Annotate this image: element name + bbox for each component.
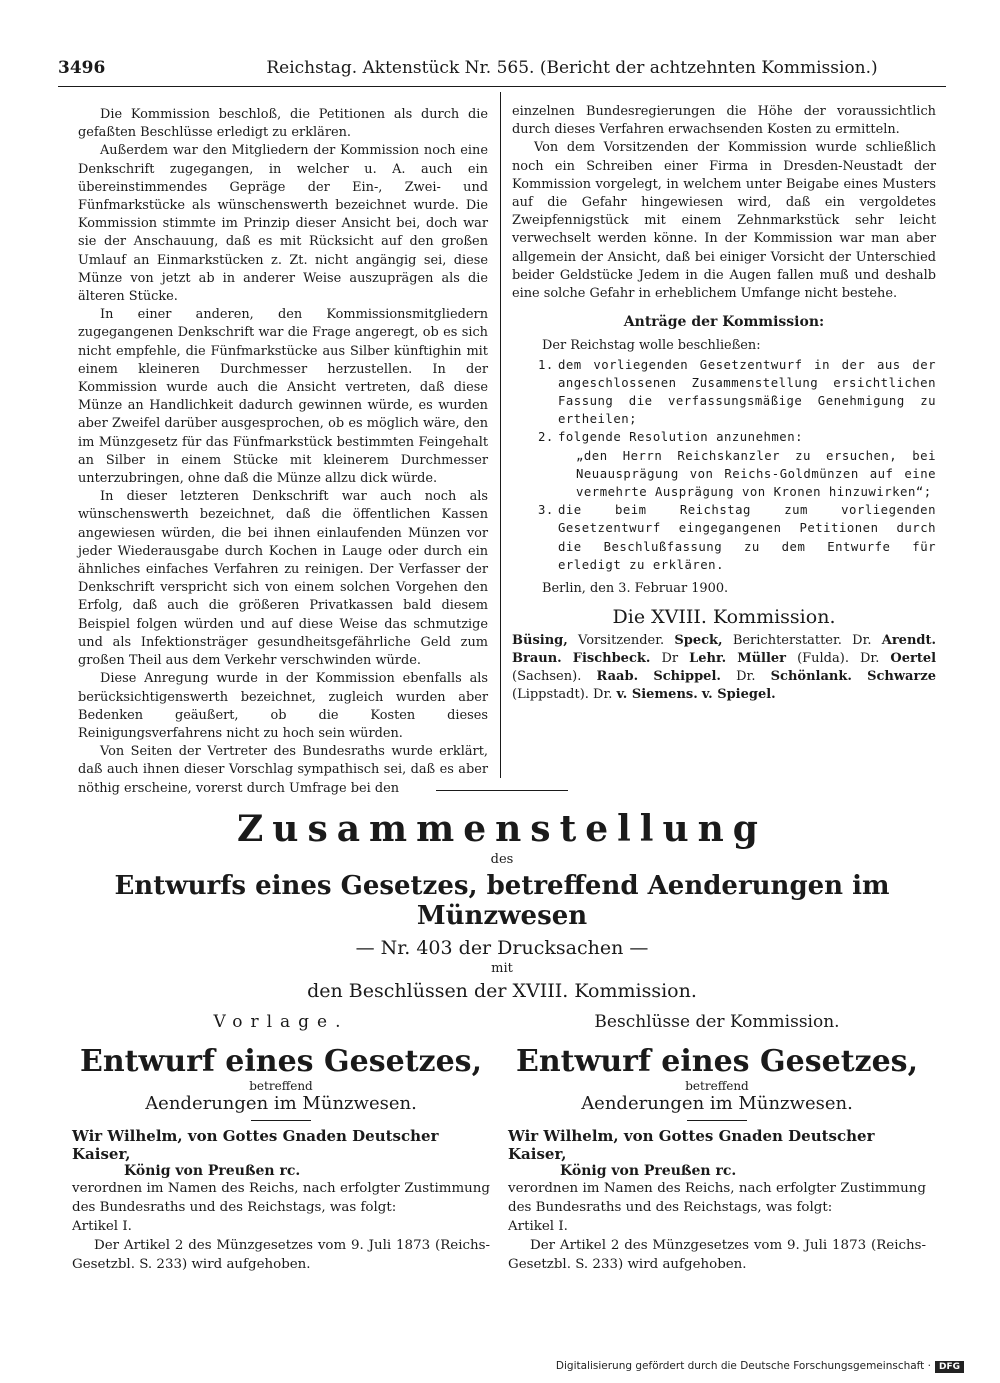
vorlage-rule [251,1120,311,1121]
signature-name: Müller [737,651,787,667]
left-paragraph: Diese Anregung wurde in der Kommission ebenfalls als berücksichtigenswerth bezeichnet, zugleich wurden aber Bedenken geäußert, ob die Kosten dieses Reinigungsverfahrens nicht zu hoch sein würden. [78,671,488,741]
signature-role: Vorsitzender. [578,633,665,649]
beschluesse-artikel: Artikel I. [508,1219,568,1234]
signature-prefix: Dr. [852,633,872,649]
signature-name: Büsing, [512,633,568,649]
signature [512,633,664,648]
vorlage-heading: Vorlage. [213,1012,349,1032]
signature [593,687,698,702]
vorlage-entwurf: Entwurf eines Gesetzes, [79,1044,483,1079]
beschluesse-column [508,1012,926,1274]
footer-text: Digitalisierung gefördert durch die Deutsche Forschungsgemeinschaft · [555,1360,931,1372]
column-divider [500,92,501,778]
antraege-heading: Anträge der Kommission: [623,314,825,331]
signature-name: Lehr. [689,651,727,667]
beschluesse-heading: Beschlüsse der Kommission. [594,1012,840,1032]
signature [737,651,849,666]
antrag-number: 3. [538,503,554,518]
compilation-mit: mit [491,961,513,976]
vorlage-verordnen: verordnen im Namen des Reichs, nach erfolgter Zustimmung des Bundesraths und des Reichstags, was folgt: [72,1181,490,1215]
signature-name: Oertel [890,651,937,667]
signature [512,651,562,666]
signature-role: Berichterstatter. [732,633,842,649]
antraege-list [512,356,936,574]
signature-role: (Fulda). [797,651,849,667]
signature-name: Schönlank. [770,669,852,685]
left-column [78,106,488,798]
antrag-item [532,428,936,501]
signature [573,651,651,666]
commission-name: Die XVIII. Kommission. [612,606,836,629]
vorlage-koenig: König von Preußen rc. [124,1163,301,1179]
left-paragraph: Von Seiten der Vertreter des Bundesraths wurde erklärt, daß auch ihnen dieser Vorschlag sympathisch sei, daß es aber nöthig erscheine, vorerst durch Umfrage bei den [78,744,488,796]
signature-prefix: Dr. [736,669,756,685]
signature-prefix: Dr. [593,687,613,703]
antrag-text: folgende Resolution anzunehmen: [558,430,804,445]
signature [597,669,639,684]
signature [702,687,776,702]
date-line: Berlin, den 3. Februar 1900. [542,581,729,597]
running-title: Reichstag. Aktenstück Nr. 565. (Bericht der achtzehnten Kommission.) [266,58,878,78]
antrag-text: die beim Reichstag zum vorliegenden Gesetzentwurf eingegangenen Petitionen durch die Beschlußfassung zu dem Entwurfe für erledigt zu erklären. [558,503,936,572]
signature-name: Schippel. [653,669,721,685]
signature [661,651,726,666]
beschluesse-verordnen: verordnen im Namen des Reichs, nach erfolgter Zustimmung des Bundesraths und des Reichstags, was folgt: [508,1181,926,1215]
compilation-drucksache: — Nr. 403 der Drucksachen — [355,937,649,959]
vorlage-betreffend: betreffend [249,1079,313,1093]
vorlage-artikel: Artikel I. [72,1219,132,1234]
right-paragraph: einzelnen Bundesregierungen die Höhe der voraussichtlich durch dieses Verfahren erwachsenden Kosten zu ermitteln. [512,104,936,138]
vorlage-column [72,1012,490,1274]
left-paragraph: Die Kommission beschloß, die Petitionen als durch die gefaßten Beschlüsse erledigt zu erklären. [78,107,488,141]
section-rule [436,790,568,791]
signature [736,669,852,684]
left-paragraph: In dieser letzteren Denkschrift war auch noch als wünschenswerth bezeichnet, daß die öffentlichen Kassen angewiesen würden, die bei ihnen einlaufenden Münzen vor jeder Wiederausgabe durch Kochen in Lauge oder durch ein ähnliches einfaches Verfahren zu reinigen. Der Verfasser der Denkschrift verspricht sich von einem solchen Vorgehen den Erfolg, daß auch die größeren Privatkassen bald diesem Beispiel folgen würden und auf diese Weise das schmutzige und als Infektionsträger gesundheitsgefährliche Geld zum großen Theil aus dem Verkehr verschwinden würde. [78,489,488,669]
signature [674,633,842,648]
page-number: 3496 [58,58,106,78]
signature-name: Raab. [596,669,639,685]
compilation-block [58,808,946,1002]
compilation-des: des [490,852,514,867]
vorlage-wir: Wir Wilhelm, von Gottes Gnaden Deutscher Kaiser, [72,1127,439,1163]
resolution-quote: „den Herrn Reichskanzler zu ersuchen, bei Neuausprägung von Reichs-Goldmünzen auf eine vermehrte Ausprägung von Kronen hinzuwirken“; [576,448,936,500]
antrag-item [532,501,936,574]
signature-name: Speck, [674,633,723,649]
beschluesse-wir: Wir Wilhelm, von Gottes Gnaden Deutscher Kaiser, [508,1127,875,1163]
right-paragraphs [512,103,936,303]
antrag-text: dem vorliegenden Gesetzentwurf in der aus der angeschlossenen Zusammenstellung ersichtlichen Fassung die verfassungsmäßige Genehmigung zu ertheilen; [558,357,936,427]
right-column [512,103,936,704]
antraege-intro: Der Reichstag wolle beschließen: [542,338,761,354]
signature-prefix: Dr. [860,651,880,667]
beschluesse-betreffend: betreffend [685,1079,749,1093]
signature-name: v. Siemens. [616,687,698,703]
beschluesse-koenig: König von Preußen rc. [560,1163,737,1179]
signature-name: v. Spiegel. [701,687,776,703]
left-paragraph: In einer anderen, den Kommissionsmitgliedern zugegangenen Denkschrift war die Frage angeregt, ob es sich nicht empfehle, die Fünfmarkstücke aus Silber künftighin mit einem kleineren Durchmesser herzustellen. In der Kommission wurde auch die Ansicht vertreten, daß diese Münze an Handlichkeit dadurch gewinnen würde, es wurden aber Zweifel darüber ausgesprochen, ob es möglich wäre, den im Münzgesetz für das Fünfmarkstück bestimmten Feingehalt an Silber in einem Stücke mit kleinerem Durchmesser unterzubringen, ohne daß die Münze allzu dick würde. [78,307,488,487]
signature [653,669,721,684]
beschluesse-aenderungen: Aenderungen im Münzwesen. [581,1093,853,1114]
signature-role: (Sachsen). [512,669,582,685]
signature-name: Braun. [512,651,562,667]
beschluesse-artikel-text: Der Artikel 2 des Münzgesetzes vom 9. Juli 1873 (Reichs-Gesetzbl. S. 233) wird aufgehoben. [508,1238,926,1272]
left-paragraph: Außerdem war den Mitgliedern der Kommission noch eine Denkschrift zugegangen, in welcher u. A. auch ein übereinstimmendes Gepräge der Ein-, Zwei- und Fünfmarkstücke als wünschenswerth bezeichnet wurde. Die Kommission stimmte im Prinzip dieser Ansicht bei, doch war sie der Anschauung, daß es mit Rücksicht auf den großen Umlauf an Einmarkstücken z. Zt. nicht angängig sei, diese Münze von jetzt ab in anderer Weise auszuprägen als die älteren Stücke. [78,143,488,305]
beschluesse-rule [687,1120,747,1121]
antrag-item [532,356,936,429]
vorlage-artikel-text: Der Artikel 2 des Münzgesetzes vom 9. Juli 1873 (Reichs-Gesetzbl. S. 233) wird aufgehoben. [72,1238,490,1272]
right-paragraph: Von dem Vorsitzenden der Kommission wurde schließlich noch ein Schreiben einer Firma in Dresden-Neustadt der Kommission vorgelegt, in welchem unter Beigabe eines Musters auf die Gefahr hingewiesen wird, daß ein vergoldetes Zweipfennigstück mit einem Zehnmarkstück sehr leicht verwechselt werden könne. In der Kommission war man aber allgemein der Ansicht, daß bei einiger Vorsicht der Unterschied beider Geldstücke Jedem in die Augen fallen muß und deshalb eine solche Gefahr in erheblichem Umfange nicht bestehe. [512,140,936,302]
dfg-logo: DFG [935,1361,964,1373]
signature-role: (Lippstadt). [512,687,589,703]
compilation-subtitle: Entwurfs eines Gesetzes, betreffend Aenderungen im Münzwesen [114,871,890,931]
header-rule [58,86,946,87]
antrag-number: 2. [538,430,554,445]
signature-name: Fischbeck. [572,651,651,667]
compilation-beschluesse: den Beschlüssen der XVIII. Kommission. [307,980,697,1002]
compilation-title: Zusammenstellung [237,808,767,850]
beschluesse-entwurf: Entwurf eines Gesetzes, [515,1044,919,1079]
footer [556,1360,964,1373]
antrag-number: 1. [538,357,554,372]
vorlage-aenderungen: Aenderungen im Münzwesen. [145,1093,417,1114]
signatures [512,632,936,704]
signature [852,633,936,648]
page-header [58,58,946,84]
signature-prefix: Dr [661,651,679,667]
signature-name: Arendt. [881,633,937,649]
signature-name: Schwarze [867,669,936,685]
